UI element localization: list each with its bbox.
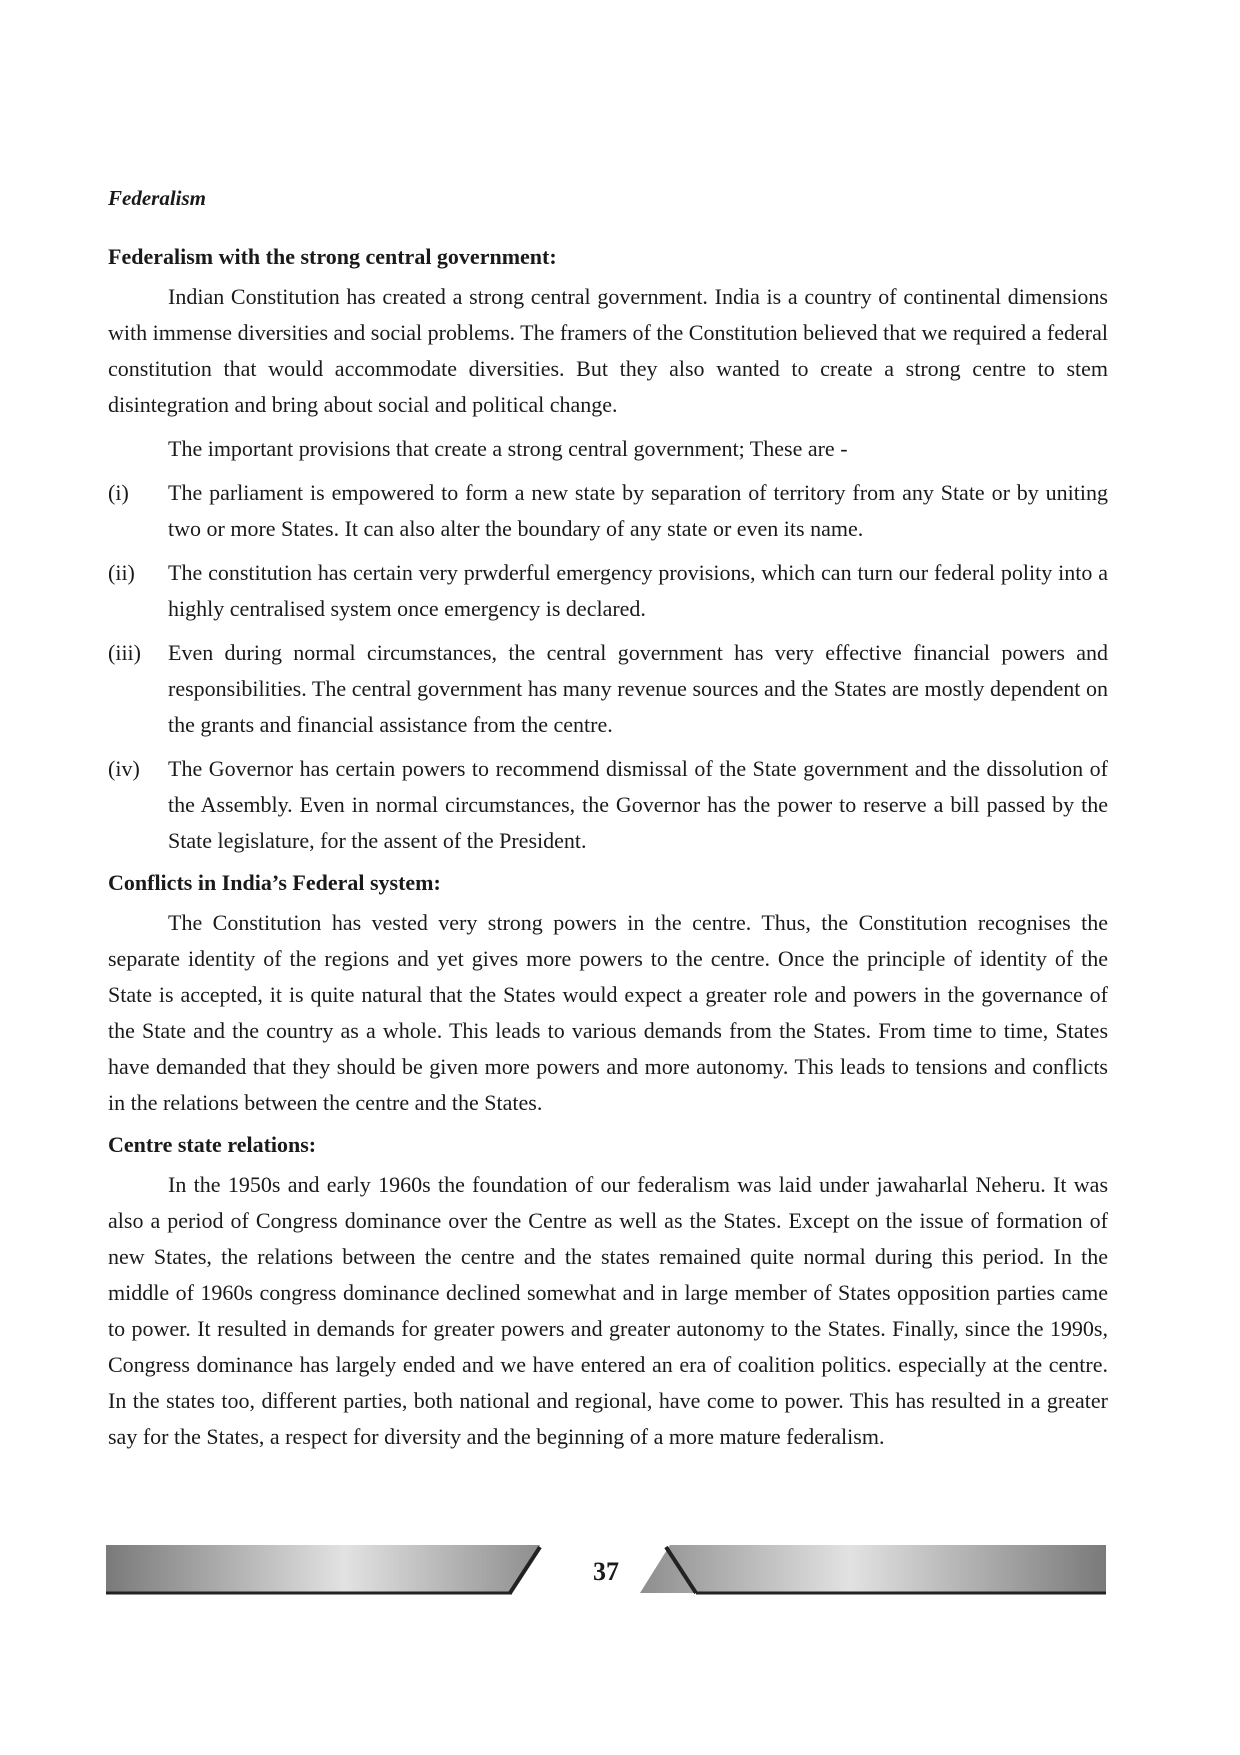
list-item-number: (i): [108, 480, 129, 505]
section-heading-centre-state: Centre state relations:: [108, 1132, 317, 1157]
paragraph: The important provisions that create a strong central government; These are -: [168, 436, 848, 461]
list-item-text: The constitution has certain very prwderful emergency provisions, which can turn our federal polity into a highly centralised system once emergency is declared.: [168, 560, 1108, 621]
list-item-number: (iii): [108, 640, 141, 665]
list-item-text: The parliament is empowered to form a new state by separation of territory from any State or by uniting two or more States. It can also alter the boundary of any state or even its name.: [168, 480, 1108, 541]
provisions-list: [108, 475, 1108, 859]
section-heading-conflicts: Conflicts in India’s Federal system:: [108, 870, 441, 895]
list-item-text: The Governor has certain powers to recommend dismissal of the State government and the dissolution of the Assembly. Even in normal circumstances, the Governor has the power to reserve a bill passed by the State legislature, for the assent of the President.: [168, 756, 1108, 853]
page-body: [108, 186, 1108, 1463]
list-item-number: (ii): [108, 560, 135, 585]
list-item-text: Even during normal circumstances, the central government has very effective financial powers and responsibilities. The central government has many revenue sources and the States are mostly dependent on the grants and financial assistance from the centre.: [168, 640, 1108, 737]
section-heading-strong-centre: Federalism with the strong central government:: [108, 244, 557, 269]
list-item: [108, 635, 1108, 743]
list-item-number: (iv): [108, 756, 140, 781]
paragraph: The Constitution has vested very strong powers in the centre. Thus, the Constitution recognises the separate identity of the regions and yet gives more powers to the centre. Once the principle of identity of the State is accepted, it is quite natural that the States would expect a greater role and powers in the governance of the State and the country as a whole. This leads to various demands from the States. From time to time, States have demanded that they should be given more powers and more autonomy. This leads to tensions and conflicts in the relations between the centre and the States.: [108, 910, 1108, 1115]
page-number: 37: [593, 1557, 619, 1586]
list-item: [108, 475, 1108, 547]
running-head: Federalism: [108, 186, 206, 210]
paragraph: Indian Constitution has created a strong central government. India is a country of continental dimensions with immense diversities and social problems. The framers of the Constitution believed that we required a federal constitution that would accommodate diversities. But they also wanted to create a strong centre to stem disintegration and bring about social and political change.: [108, 284, 1108, 417]
list-item: [108, 555, 1108, 627]
list-item: [108, 751, 1108, 859]
page-footer: [106, 1545, 1106, 1599]
paragraph: In the 1950s and early 1960s the foundation of our federalism was laid under jawaharlal Neheru. It was also a period of Congress dominance over the Centre as well as the States. Except on the issue of formation of new States, the relations between the centre and the states remained quite normal during this period. In the middle of 1960s congress dominance declined somewhat and in large member of States opposition parties came to power. It resulted in demands for greater powers and greater autonomy to the States. Finally, since the 1990s, Congress dominance has largely ended and we have entered an era of coalition politics. especially at the centre. In the states too, different parties, both national and regional, have come to power. This has resulted in a greater say for the States, a respect for diversity and the beginning of a more mature federalism.: [108, 1172, 1108, 1449]
